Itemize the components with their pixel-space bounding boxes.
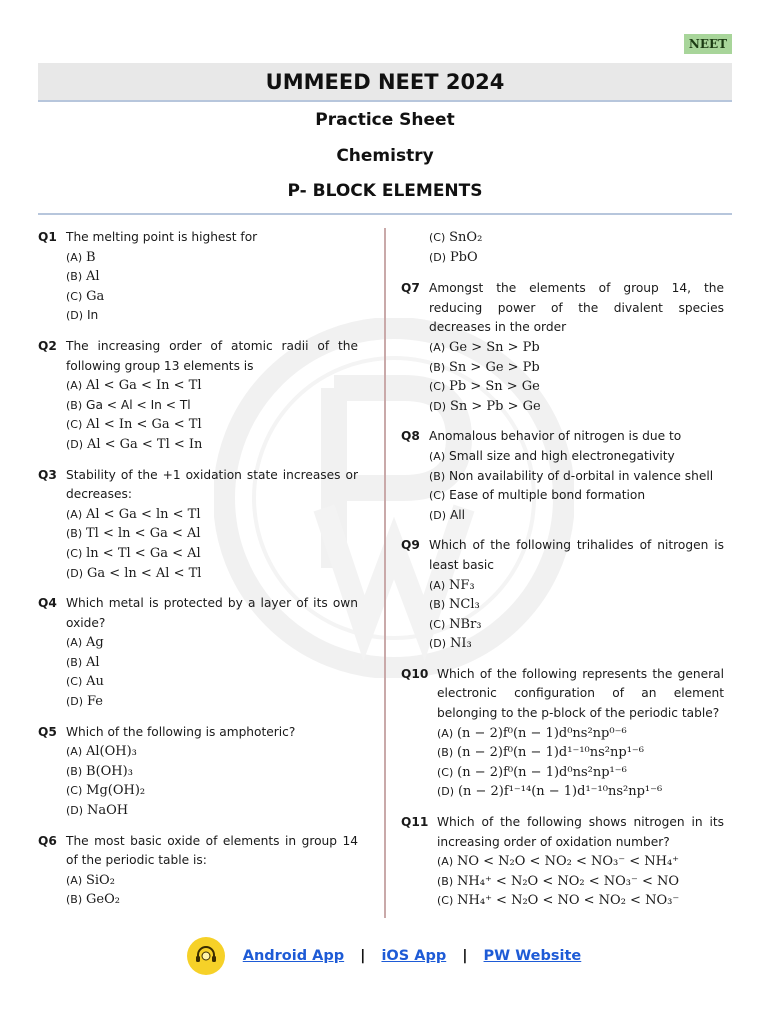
option-a: (A) NO < N₂O < NO₂ < NO₃⁻ < NH₄⁺ [437,854,680,870]
question-number: Q5 [38,724,57,739]
option-c: (C) NBr₃ [429,616,482,632]
android-app-link[interactable]: Android App [242,948,345,964]
option-a: (A) Al(OH)₃ [66,744,137,760]
question-text: Which metal is protected by a layer of its own oxide? [66,596,358,630]
question-text: Which of the following trihalides of nitrogen is least basic [429,538,724,572]
ios-app-link[interactable]: iOS App [381,948,447,964]
option-a: (A) B [66,249,96,265]
question-number: Q11 [401,815,429,830]
option-b: (B) B(OH)₃ [66,763,133,779]
option-d: (D) PbO [429,249,478,265]
customer-service-icon[interactable] [187,937,225,975]
question-text: Stability of the +1 oxidation state increases or decreases: [66,467,358,502]
right-column [401,228,724,922]
option-d: (D) Ga < ln < Al < Tl [66,565,202,581]
question-7 [401,279,724,416]
option-c: (C) (n − 2)f⁰(n − 1)d⁰ns²np¹⁻⁶ [437,764,627,780]
question-text: Which of the following is amphoteric? [66,724,296,739]
question-9 [401,536,724,654]
page-title: UMMEED NEET 2024 [38,63,732,102]
option-b: (B) GeO₂ [66,892,120,908]
separator: | [462,948,468,964]
question-2 [38,337,358,455]
column-divider [384,228,386,918]
question-text: Which of the following represents the general electronic configuration of an element belonging to the p-block of the periodic table? [437,666,724,721]
option-b: (B) Tl < ln < Ga < Al [66,526,201,542]
question-number: Q10 [401,666,429,681]
option-a: (A) Al < Ga < In < Tl [66,378,202,394]
question-4 [38,594,358,712]
option-d: (D) NI₃ [429,636,472,652]
option-b: (B) NH₄⁺ < N₂O < NO₂ < NO₃⁻ < NO [437,873,680,889]
option-d: (D) Sn > Pb > Ge [429,398,541,414]
question-number: Q2 [38,338,57,353]
sheet-type: Practice Sheet [315,110,455,130]
option-c: (C) Ease of multiple bond formation [429,488,646,503]
question-3 [38,466,358,584]
question-text: The melting point is highest for [66,230,258,244]
question-number: Q6 [38,833,57,848]
option-c: (C) Pb > Sn > Ge [429,379,540,395]
option-b: (B) Al [66,654,100,670]
option-b: (B) NCl₃ [429,597,480,613]
question-text: The most basic oxide of elements in group 14 of the periodic table is: [66,833,358,868]
question-6 [38,832,358,910]
separator: | [360,948,366,964]
question-8 [401,427,724,525]
option-d: (D) Fe [66,694,103,710]
question-text: Which of the following shows nitrogen in its increasing order of oxidation number? [437,815,724,849]
question-10 [401,665,724,802]
option-a: (A) SiO₂ [66,872,115,888]
question-number: Q1 [38,230,57,244]
option-d: (D) (n − 2)f¹⁻¹⁴(n − 1)d¹⁻¹⁰ns²np¹⁻⁶ [437,784,663,800]
option-a: (A) Ge > Sn > Pb [429,339,540,355]
header-rule [38,213,732,215]
option-c: (C) Au [66,674,104,690]
option-c: (C) Al < In < Ga < Tl [66,417,202,433]
option-c: (C) NH₄⁺ < N₂O < NO < NO₂ < NO₃⁻ [437,893,680,909]
option-d: (D) NaOH [66,803,129,819]
option-d: (D) All [429,507,466,522]
option-c: (C) SnO₂ [429,230,483,245]
footer-links [0,936,768,976]
option-b: (B) Sn > Ge > Pb [429,359,540,375]
question-number: Q7 [401,281,420,296]
pw-website-link[interactable]: PW Website [483,948,582,964]
option-c: (C) ln < Tl < Ga < Al [66,545,201,561]
option-c: (C) Ga [66,288,105,304]
option-a: (A) (n − 2)f⁰(n − 1)d⁰ns²np⁰⁻⁶ [437,725,627,741]
neet-badge: NEET [684,34,732,54]
option-b: (B) Al [66,269,100,285]
question-number: Q3 [38,467,57,482]
question-5 [38,723,358,821]
question-number: Q8 [401,429,420,444]
chapter-title: P- BLOCK ELEMENTS [287,181,483,201]
option-a: (A) Al < Ga < ln < Tl [66,506,201,522]
option-d: (D) In [66,308,99,323]
option-c: (C) Mg(OH)₂ [66,783,146,799]
option-b: (B) (n − 2)f⁰(n − 1)d¹⁻¹⁰ns²np¹⁻⁶ [437,745,644,761]
left-column [38,228,358,921]
question-number: Q4 [38,596,57,611]
option-a: (A) NF₃ [429,577,475,593]
subject: Chemistry [336,146,434,166]
option-b: (B) Ga < Al < In < Tl [66,397,191,412]
question-1 [38,228,358,326]
question-11 [401,813,724,911]
option-b: (B) Non availability of d-orbital in valence shell [429,468,714,483]
option-a: (A) Ag [66,635,104,651]
option-d: (D) Al < Ga < Tl < In [66,436,203,452]
question-number: Q9 [401,538,420,553]
question-text: Anomalous behavior of nitrogen is due to [429,429,682,444]
question-text: Amongst the elements of group 14, the reducing power of the divalent species decreases in the order [429,281,724,335]
option-a: (A) Small size and high electronegativity [429,448,675,463]
question-6-continued [401,228,724,267]
question-text: The increasing order of atomic radii of the following group 13 elements is [66,338,358,373]
